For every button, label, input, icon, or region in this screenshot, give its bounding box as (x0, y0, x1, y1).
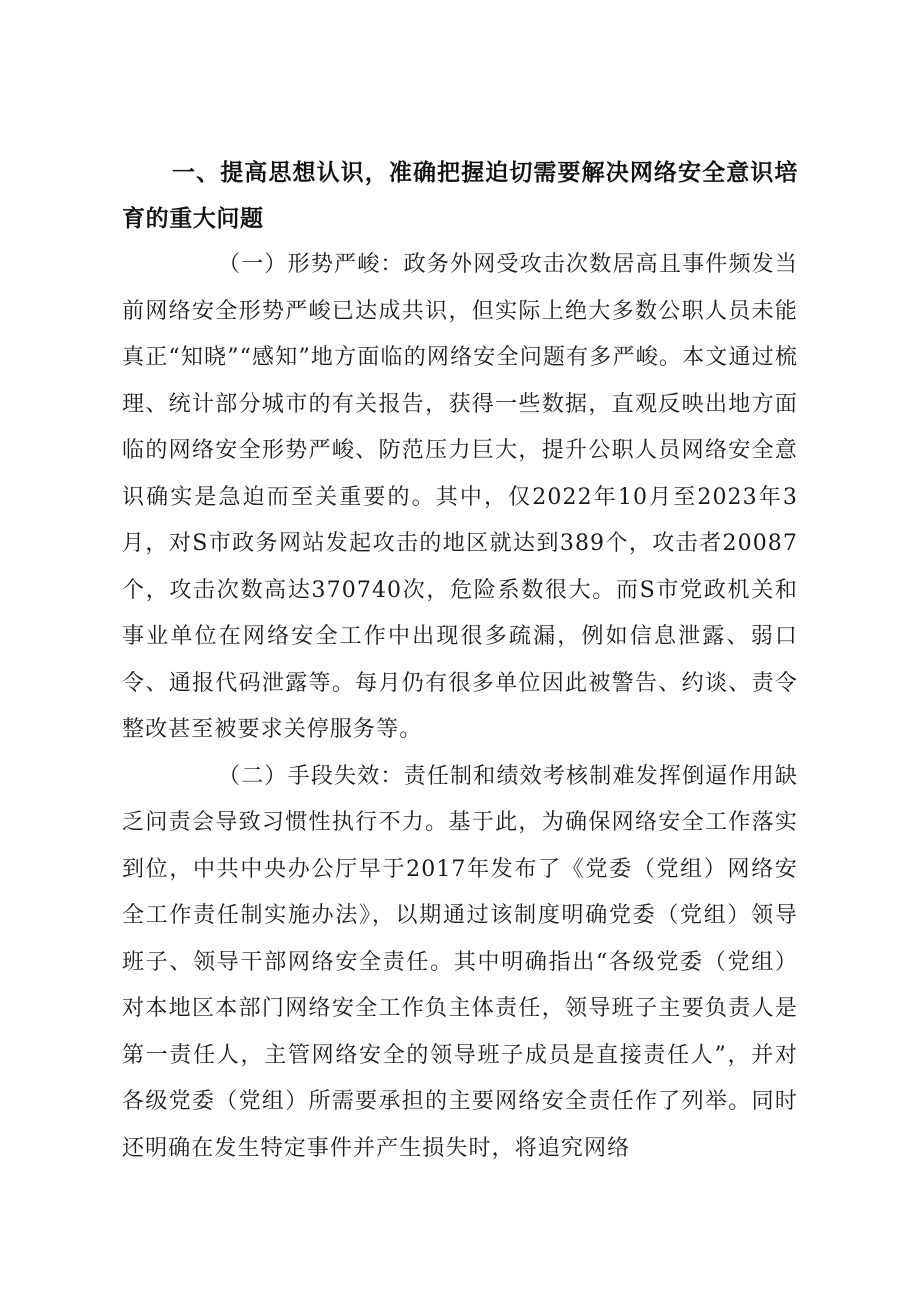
document-body (122, 150, 798, 1172)
paragraph-measures: （二）手段失效：责任制和绩效考核制难发挥倒逼作用缺乏问责会导致习惯性执行不力。基于此，为确保网络安全工作落实到位，中共中央办公厅早于2017年发布了《党委（党组）网络安全工作责任制实施办法》，以期通过该制度明确党委（党组）领导班子、领导干部网络安全责任。其中明确指出“各级党委（党组）对本地区本部门网络安全工作负主体责任，领导班子主要负责人是第一责任人，主管网络安全的领导班子成员是直接责任人”，并对各级党委（党组）所需要承担的主要网络安全责任作了列举。同时还明确在发生特定事件并产生损失时，将追究网络 (122, 763, 798, 1161)
section-heading: 一、提高思想认识，准确把握迫切需要解决网络安全意识培育的重大问题 (122, 160, 798, 232)
paragraph-situation: （一）形势严峻：政务外网受攻击次数居高且事件频发当前网络安全形势严峻已达成共识，但实际上绝大多数公职人员未能真正“知晓”“感知”地方面临的网络安全问题有多严峻。本文通过梳理、统计部分城市的有关报告，获得一些数据，直观反映出地方面临的网络安全形势严峻、防范压力巨大，提升公职人员网络安全意识确实是急迫而至关重要的。其中，仅2022年10月至2023年3月，对S市政务网站发起攻击的地区就达到389个，攻击者20087个，攻击次数高达370740次，危险系数很大。而S市党政机关和事业单位在网络安全工作中出现很多疏漏，例如信息泄露、弱口令、通报代码泄露等。每月仍有很多单位因此被警告、约谈、责令整改甚至被要求关停服务等。 (122, 252, 798, 742)
